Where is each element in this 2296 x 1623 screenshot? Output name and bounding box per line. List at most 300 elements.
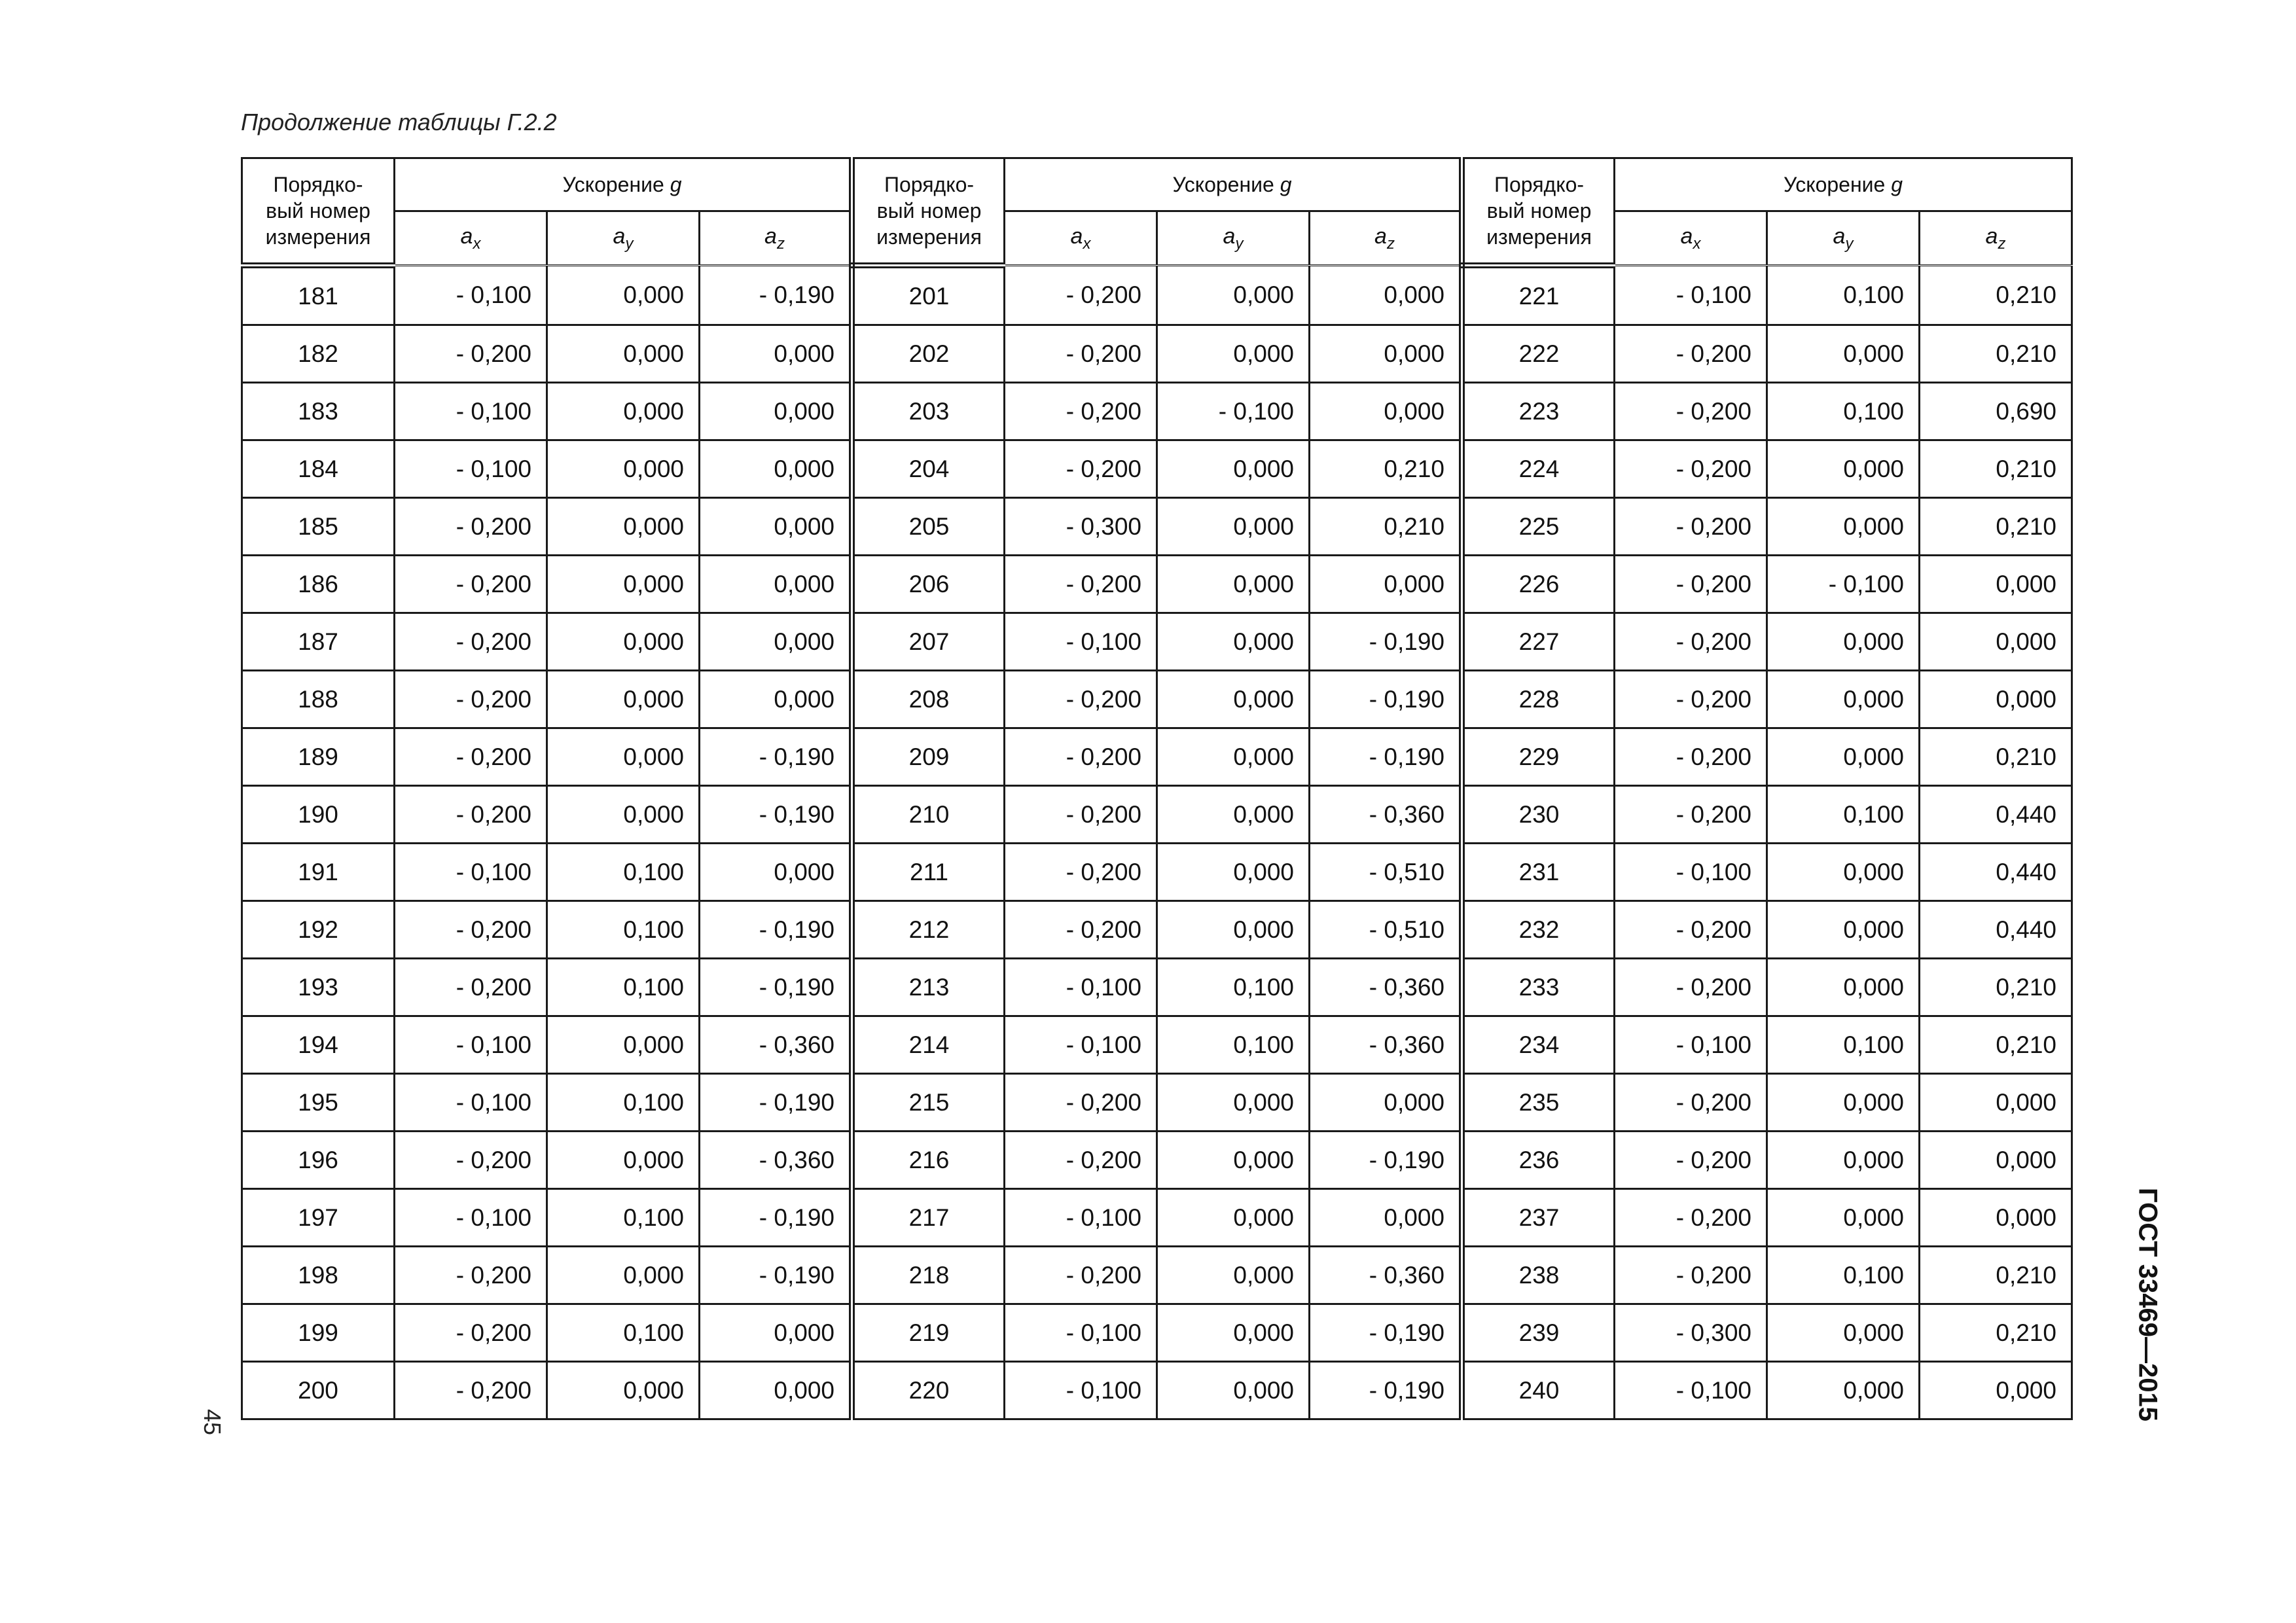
ay-cell: 0,000 [547, 498, 700, 556]
measurement-number-cell: 184 [242, 440, 395, 498]
axis-subscript: z [1386, 234, 1395, 253]
az-cell: 0,440 [1920, 786, 2072, 844]
ax-cell: - 0,200 [1005, 1132, 1157, 1189]
measurement-number-cell: 240 [1462, 1362, 1615, 1419]
ax-cell: - 0,200 [1005, 1074, 1157, 1132]
ax-cell: - 0,100 [395, 383, 547, 440]
table-header [242, 158, 2072, 266]
header-axis-y [1157, 211, 1310, 266]
page-number-text: 45 [199, 1408, 226, 1436]
ay-cell: 0,100 [547, 1189, 700, 1247]
table-row [242, 1074, 2072, 1132]
az-cell: - 0,360 [1310, 959, 1462, 1016]
az-cell: 0,210 [1920, 498, 2072, 556]
ax-cell: - 0,200 [395, 613, 547, 671]
table-row [242, 671, 2072, 728]
axis-symbol: a [1070, 223, 1083, 249]
ay-cell: 0,000 [1767, 959, 1920, 1016]
az-cell: 0,000 [1920, 1362, 2072, 1419]
ay-cell: 0,000 [1767, 844, 1920, 901]
ay-cell: 0,000 [1767, 1362, 1920, 1419]
az-cell: 0,000 [1920, 671, 2072, 728]
ay-cell: 0,100 [547, 959, 700, 1016]
ax-cell: - 0,200 [1615, 556, 1767, 613]
ax-cell: - 0,200 [395, 325, 547, 383]
measurement-number-cell: 182 [242, 325, 395, 383]
az-cell: 0,000 [700, 498, 852, 556]
measurement-number-cell: 197 [242, 1189, 395, 1247]
header-number-line: вый номер [266, 199, 370, 223]
ay-cell: 0,000 [1157, 325, 1310, 383]
ax-cell: - 0,200 [1005, 556, 1157, 613]
az-cell: - 0,190 [1310, 728, 1462, 786]
header-axis-x [1615, 211, 1767, 266]
ay-cell: 0,000 [547, 613, 700, 671]
ax-cell: - 0,200 [1615, 383, 1767, 440]
table-row [242, 613, 2072, 671]
measurement-number-cell: 230 [1462, 786, 1615, 844]
ay-cell: 0,000 [547, 266, 700, 325]
ay-cell: 0,000 [547, 671, 700, 728]
ay-cell: 0,000 [1157, 1189, 1310, 1247]
measurement-number-cell: 224 [1462, 440, 1615, 498]
measurement-number-cell: 233 [1462, 959, 1615, 1016]
ay-cell: 0,100 [1767, 786, 1920, 844]
measurement-number-cell: 191 [242, 844, 395, 901]
header-axis-z [700, 211, 852, 266]
az-cell: 0,210 [1920, 1016, 2072, 1074]
measurement-number-cell: 216 [852, 1132, 1005, 1189]
ax-cell: - 0,200 [1615, 786, 1767, 844]
ay-cell: 0,100 [1157, 959, 1310, 1016]
az-cell: 0,000 [700, 844, 852, 901]
az-cell: 0,210 [1920, 1304, 2072, 1362]
ax-cell: - 0,200 [1615, 1189, 1767, 1247]
az-cell: 0,690 [1920, 383, 2072, 440]
measurement-number-cell: 212 [852, 901, 1005, 959]
header-measurement-number [1462, 158, 1615, 266]
measurement-number-cell: 228 [1462, 671, 1615, 728]
az-cell: - 0,190 [700, 266, 852, 325]
axis-subscript: z [1998, 234, 2006, 253]
ax-cell: - 0,200 [395, 498, 547, 556]
ay-cell: 0,000 [547, 786, 700, 844]
header-axis-y [1767, 211, 1920, 266]
ay-cell: 0,000 [1157, 1304, 1310, 1362]
measurement-number-cell: 183 [242, 383, 395, 440]
axis-symbol: a [764, 223, 777, 249]
az-cell: 0,000 [700, 325, 852, 383]
ax-cell: - 0,200 [1615, 901, 1767, 959]
ax-cell: - 0,200 [1005, 325, 1157, 383]
ax-cell: - 0,200 [1005, 383, 1157, 440]
measurement-number-cell: 194 [242, 1016, 395, 1074]
az-cell: - 0,510 [1310, 901, 1462, 959]
axis-subscript: x [1693, 234, 1701, 253]
table-row [242, 325, 2072, 383]
ax-cell: - 0,200 [1615, 1247, 1767, 1304]
az-cell: - 0,190 [1310, 613, 1462, 671]
axis-symbol: a [1985, 223, 1998, 249]
ax-cell: - 0,100 [1005, 1189, 1157, 1247]
ay-cell: 0,000 [547, 1362, 700, 1419]
az-cell: 0,210 [1310, 440, 1462, 498]
ax-cell: - 0,100 [395, 1074, 547, 1132]
ax-cell: - 0,200 [395, 786, 547, 844]
ax-cell: - 0,200 [395, 671, 547, 728]
az-cell: 0,440 [1920, 901, 2072, 959]
ay-cell: 0,000 [547, 1016, 700, 1074]
ax-cell: - 0,100 [1615, 844, 1767, 901]
measurement-table-container [241, 157, 2073, 1420]
measurement-number-cell: 192 [242, 901, 395, 959]
ax-cell: - 0,100 [1005, 959, 1157, 1016]
axis-symbol: a [1223, 223, 1236, 249]
ay-cell: 0,000 [1157, 671, 1310, 728]
ay-cell: 0,000 [1767, 498, 1920, 556]
measurement-number-cell: 217 [852, 1189, 1005, 1247]
measurement-number-cell: 231 [1462, 844, 1615, 901]
header-measurement-number [852, 158, 1005, 266]
measurement-number-cell: 204 [852, 440, 1005, 498]
measurement-number-cell: 186 [242, 556, 395, 613]
ay-cell: 0,000 [1767, 613, 1920, 671]
ay-cell: 0,000 [1157, 1362, 1310, 1419]
header-number-line: Порядко- [884, 173, 975, 196]
az-cell: 0,210 [1920, 728, 2072, 786]
az-cell: 0,000 [700, 671, 852, 728]
ay-cell: 0,000 [1767, 1132, 1920, 1189]
measurement-number-cell: 196 [242, 1132, 395, 1189]
ay-cell: 0,000 [1767, 728, 1920, 786]
header-axis-z [1920, 211, 2072, 266]
header-measurement-number [242, 158, 395, 266]
header-acceleration-label: Ускорение [562, 172, 664, 196]
measurement-number-cell: 238 [1462, 1247, 1615, 1304]
ax-cell: - 0,200 [1615, 613, 1767, 671]
ay-cell: 0,000 [1157, 613, 1310, 671]
measurement-number-cell: 219 [852, 1304, 1005, 1362]
header-number-line: вый номер [1486, 199, 1592, 223]
measurement-number-cell: 181 [242, 266, 395, 325]
ax-cell: - 0,200 [1005, 728, 1157, 786]
axis-subscript: y [1845, 234, 1854, 253]
ay-cell: 0,000 [1767, 1074, 1920, 1132]
ax-cell: - 0,100 [1005, 1362, 1157, 1419]
measurement-number-cell: 234 [1462, 1016, 1615, 1074]
az-cell: - 0,360 [1310, 1247, 1462, 1304]
axis-subscript: y [625, 234, 634, 253]
ax-cell: - 0,200 [1615, 959, 1767, 1016]
ax-cell: - 0,200 [1005, 901, 1157, 959]
header-acceleration-label: Ускорение [1172, 172, 1274, 196]
ax-cell: - 0,200 [1615, 440, 1767, 498]
ay-cell: 0,000 [1157, 556, 1310, 613]
az-cell: 0,000 [700, 613, 852, 671]
az-cell: - 0,190 [1310, 671, 1462, 728]
ay-cell: 0,100 [1767, 1016, 1920, 1074]
measurement-number-cell: 199 [242, 1304, 395, 1362]
measurement-number-cell: 195 [242, 1074, 395, 1132]
az-cell: - 0,190 [700, 786, 852, 844]
ay-cell: 0,000 [1767, 325, 1920, 383]
ay-cell: 0,000 [1157, 1247, 1310, 1304]
measurement-number-cell: 223 [1462, 383, 1615, 440]
table-row [242, 786, 2072, 844]
az-cell: 0,000 [1310, 325, 1462, 383]
az-cell: 0,210 [1920, 440, 2072, 498]
az-cell: 0,210 [1920, 1247, 2072, 1304]
table-caption: Продолжение таблицы Г.2.2 [241, 109, 557, 135]
axis-symbol: a [1680, 223, 1693, 249]
ax-cell: - 0,100 [1615, 266, 1767, 325]
ay-cell: 0,000 [547, 556, 700, 613]
az-cell: - 0,190 [1310, 1132, 1462, 1189]
az-cell: 0,000 [1310, 1189, 1462, 1247]
measurement-number-cell: 211 [852, 844, 1005, 901]
ax-cell: - 0,200 [395, 1304, 547, 1362]
ay-cell: 0,100 [547, 1304, 700, 1362]
ax-cell: - 0,200 [1615, 1074, 1767, 1132]
table-row [242, 901, 2072, 959]
measurement-number-cell: 208 [852, 671, 1005, 728]
axis-symbol: a [613, 223, 626, 249]
table-body [242, 266, 2072, 1419]
ay-cell: 0,000 [1157, 440, 1310, 498]
ax-cell: - 0,200 [395, 1362, 547, 1419]
ax-cell: - 0,200 [1615, 498, 1767, 556]
ax-cell: - 0,200 [395, 959, 547, 1016]
measurement-number-cell: 193 [242, 959, 395, 1016]
az-cell: - 0,510 [1310, 844, 1462, 901]
ay-cell: 0,000 [1157, 1132, 1310, 1189]
az-cell: 0,000 [700, 556, 852, 613]
measurement-number-cell: 205 [852, 498, 1005, 556]
measurement-number-cell: 239 [1462, 1304, 1615, 1362]
measurement-number-cell: 203 [852, 383, 1005, 440]
measurement-number-cell: 207 [852, 613, 1005, 671]
ay-cell: 0,100 [1767, 1247, 1920, 1304]
ay-cell: 0,100 [1767, 266, 1920, 325]
ax-cell: - 0,200 [1005, 671, 1157, 728]
az-cell: - 0,190 [1310, 1362, 1462, 1419]
ay-cell: 0,000 [547, 440, 700, 498]
az-cell: - 0,190 [700, 1247, 852, 1304]
az-cell: 0,000 [700, 383, 852, 440]
ay-cell: 0,000 [1157, 498, 1310, 556]
header-number-line: Порядко- [1494, 173, 1585, 196]
header-number-line: измерения [1486, 225, 1592, 249]
measurement-number-cell: 236 [1462, 1132, 1615, 1189]
table-row [242, 383, 2072, 440]
ax-cell: - 0,200 [395, 556, 547, 613]
ay-cell: 0,100 [1157, 1016, 1310, 1074]
header-acceleration-unit: g [1280, 172, 1292, 196]
ax-cell: - 0,100 [1005, 1304, 1157, 1362]
ax-cell: - 0,100 [1615, 1016, 1767, 1074]
ay-cell: 0,000 [547, 728, 700, 786]
axis-symbol: a [460, 223, 473, 249]
ay-cell: 0,100 [547, 901, 700, 959]
ay-cell: 0,000 [1157, 844, 1310, 901]
ax-cell: - 0,200 [1005, 440, 1157, 498]
ax-cell: - 0,200 [395, 901, 547, 959]
az-cell: - 0,360 [1310, 1016, 1462, 1074]
measurement-number-cell: 187 [242, 613, 395, 671]
ax-cell: - 0,200 [1005, 266, 1157, 325]
table-row [242, 556, 2072, 613]
az-cell: 0,000 [1310, 1074, 1462, 1132]
axis-symbol: a [1833, 223, 1846, 249]
axis-subscript: z [776, 234, 785, 253]
measurement-number-cell: 229 [1462, 728, 1615, 786]
ay-cell: 0,000 [1767, 1304, 1920, 1362]
measurement-number-cell: 215 [852, 1074, 1005, 1132]
ay-cell: 0,000 [547, 325, 700, 383]
az-cell: - 0,190 [700, 959, 852, 1016]
ay-cell: 0,000 [1157, 266, 1310, 325]
ay-cell: 0,000 [1767, 1189, 1920, 1247]
ay-cell: - 0,100 [1767, 556, 1920, 613]
measurement-number-cell: 190 [242, 786, 395, 844]
header-acceleration [395, 158, 852, 211]
measurement-number-cell: 209 [852, 728, 1005, 786]
az-cell: - 0,360 [700, 1132, 852, 1189]
table-row [242, 440, 2072, 498]
ay-cell: 0,000 [1767, 440, 1920, 498]
header-number-line: измерения [265, 225, 371, 249]
table-row [242, 1132, 2072, 1189]
measurement-number-cell: 226 [1462, 556, 1615, 613]
az-cell: - 0,190 [700, 901, 852, 959]
table-row [242, 844, 2072, 901]
table-row [242, 959, 2072, 1016]
az-cell: 0,210 [1310, 498, 1462, 556]
ax-cell: - 0,100 [395, 440, 547, 498]
header-axis-x [395, 211, 547, 266]
ay-cell: 0,000 [547, 1247, 700, 1304]
ay-cell: 0,000 [1157, 901, 1310, 959]
measurement-number-cell: 220 [852, 1362, 1005, 1419]
az-cell: 0,000 [700, 1362, 852, 1419]
measurement-number-cell: 185 [242, 498, 395, 556]
header-axis-x [1005, 211, 1157, 266]
az-cell: 0,000 [1920, 1132, 2072, 1189]
header-acceleration [1615, 158, 2072, 211]
ax-cell: - 0,200 [1615, 671, 1767, 728]
ay-cell: - 0,100 [1157, 383, 1310, 440]
ay-cell: 0,000 [547, 383, 700, 440]
az-cell: - 0,360 [700, 1016, 852, 1074]
measurement-number-cell: 222 [1462, 325, 1615, 383]
header-acceleration [1005, 158, 1462, 211]
az-cell: 0,000 [1310, 556, 1462, 613]
az-cell: - 0,190 [1310, 1304, 1462, 1362]
az-cell: - 0,190 [700, 728, 852, 786]
az-cell: 0,210 [1920, 266, 2072, 325]
az-cell: 0,000 [1920, 1074, 2072, 1132]
measurement-number-cell: 218 [852, 1247, 1005, 1304]
ay-cell: 0,000 [1157, 1074, 1310, 1132]
measurement-number-cell: 235 [1462, 1074, 1615, 1132]
axis-symbol: a [1374, 223, 1387, 249]
header-number-line: измерения [876, 225, 982, 249]
measurement-number-cell: 202 [852, 325, 1005, 383]
az-cell: - 0,360 [1310, 786, 1462, 844]
document-code-text: ГОСТ 33469—2015 [2133, 1188, 2162, 1421]
ax-cell: - 0,100 [1005, 613, 1157, 671]
ax-cell: - 0,100 [1615, 1362, 1767, 1419]
measurement-number-cell: 227 [1462, 613, 1615, 671]
ay-cell: 0,000 [1767, 901, 1920, 959]
ay-cell: 0,100 [1767, 383, 1920, 440]
table-row [242, 1016, 2072, 1074]
ay-cell: 0,100 [547, 844, 700, 901]
ay-cell: 0,000 [1767, 671, 1920, 728]
table-row [242, 728, 2072, 786]
measurement-number-cell: 189 [242, 728, 395, 786]
ax-cell: - 0,200 [1615, 325, 1767, 383]
measurement-number-cell: 201 [852, 266, 1005, 325]
ax-cell: - 0,200 [1005, 786, 1157, 844]
table-row [242, 1304, 2072, 1362]
table-row [242, 1362, 2072, 1419]
axis-subscript: x [1083, 234, 1091, 253]
ax-cell: - 0,100 [395, 266, 547, 325]
measurement-number-cell: 232 [1462, 901, 1615, 959]
az-cell: 0,440 [1920, 844, 2072, 901]
ax-cell: - 0,300 [1005, 498, 1157, 556]
measurement-number-cell: 198 [242, 1247, 395, 1304]
measurement-number-cell: 210 [852, 786, 1005, 844]
measurement-number-cell: 188 [242, 671, 395, 728]
ax-cell: - 0,100 [395, 844, 547, 901]
ax-cell: - 0,100 [395, 1016, 547, 1074]
az-cell: - 0,190 [700, 1074, 852, 1132]
ax-cell: - 0,200 [1005, 1247, 1157, 1304]
header-axis-y [547, 211, 700, 266]
header-acceleration-label: Ускорение [1784, 172, 1886, 196]
az-cell: 0,000 [700, 440, 852, 498]
ay-cell: 0,000 [547, 1132, 700, 1189]
measurement-number-cell: 200 [242, 1362, 395, 1419]
axis-subscript: x [473, 234, 481, 253]
ax-cell: - 0,200 [1615, 1132, 1767, 1189]
table-row [242, 1189, 2072, 1247]
header-number-line: Порядко- [273, 173, 363, 196]
measurement-number-cell: 206 [852, 556, 1005, 613]
ax-cell: - 0,200 [395, 1247, 547, 1304]
az-cell: 0,000 [1920, 613, 2072, 671]
header-acceleration-unit: g [670, 172, 682, 196]
measurement-number-cell: 237 [1462, 1189, 1615, 1247]
az-cell: 0,210 [1920, 959, 2072, 1016]
header-number-line: вый номер [876, 199, 982, 223]
axis-subscript: y [1235, 234, 1244, 253]
az-cell: - 0,190 [700, 1189, 852, 1247]
table-row [242, 266, 2072, 325]
header-axis-z [1310, 211, 1462, 266]
table-row [242, 498, 2072, 556]
ax-cell: - 0,300 [1615, 1304, 1767, 1362]
ay-cell: 0,000 [1157, 728, 1310, 786]
table-row [242, 1247, 2072, 1304]
ax-cell: - 0,200 [395, 1132, 547, 1189]
ax-cell: - 0,100 [395, 1189, 547, 1247]
az-cell: 0,000 [1920, 1189, 2072, 1247]
measurement-number-cell: 225 [1462, 498, 1615, 556]
measurement-number-cell: 213 [852, 959, 1005, 1016]
